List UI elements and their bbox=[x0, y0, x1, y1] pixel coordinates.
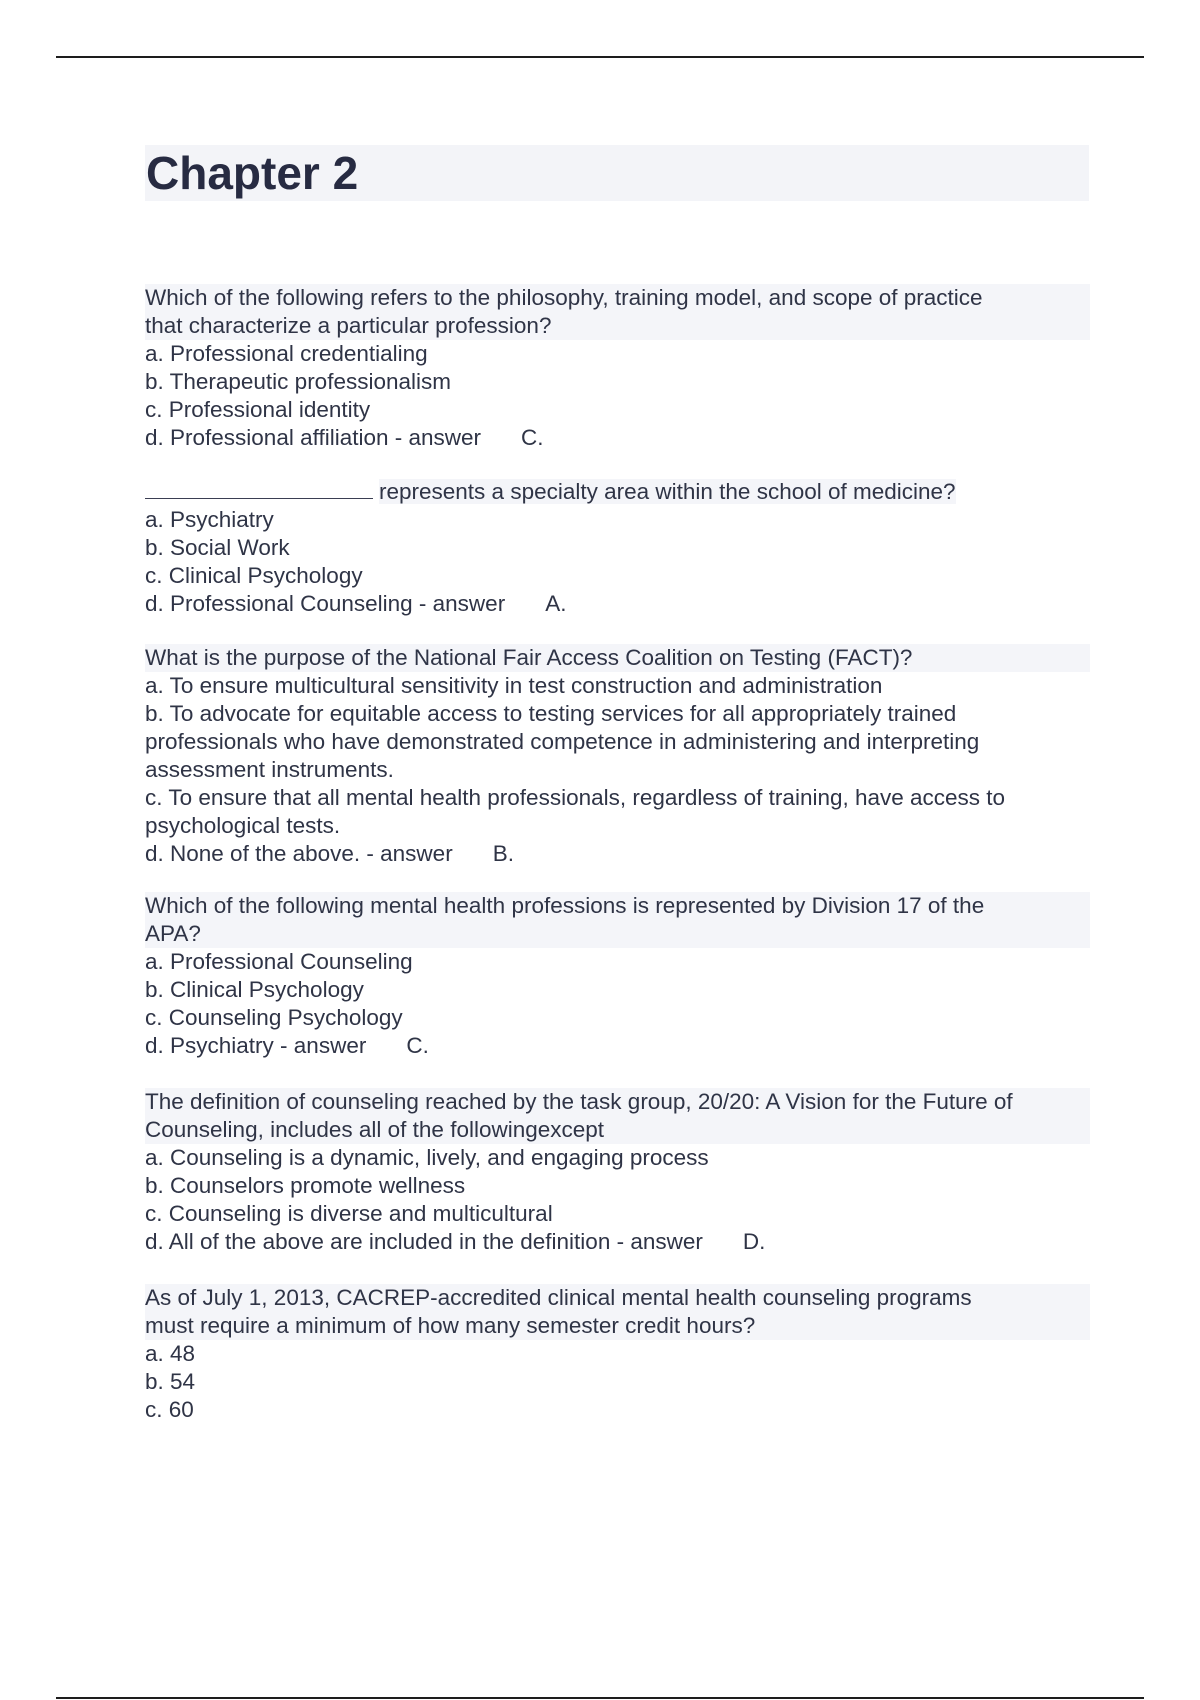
stem-line: APA? bbox=[145, 920, 1090, 948]
question-4 bbox=[145, 892, 1090, 1060]
question-stem bbox=[145, 892, 1090, 948]
answer-option-a: a. Professional Counseling bbox=[145, 949, 413, 974]
question-3 bbox=[145, 644, 1090, 868]
answer-option-a: a. 48 bbox=[145, 1341, 196, 1366]
answer-option-c: c. Counseling is diverse and multicultural bbox=[145, 1201, 553, 1226]
answer-option-b: b. Social Work bbox=[145, 535, 290, 560]
answer-option-a: a. To ensure multicultural sensitivity in test construction and administration bbox=[145, 673, 883, 698]
answer-option-d-row bbox=[145, 1032, 1090, 1060]
answer-option-a: a. Counseling is a dynamic, lively, and engaging process bbox=[145, 1145, 709, 1170]
stem-line: What is the purpose of the National Fair Access Coalition on Testing (FACT)? bbox=[145, 644, 1090, 672]
stem-line: Counseling, includes all of the followingexcept bbox=[145, 1116, 1090, 1144]
answer-option-b: b. Therapeutic professionalism bbox=[145, 369, 451, 394]
stem-line: Which of the following refers to the philosophy, training model, and scope of practice bbox=[145, 284, 1090, 312]
stem-line: that characterize a particular profession? bbox=[145, 312, 1090, 340]
answer-option-d: d. None of the above. - answer bbox=[145, 841, 453, 866]
answer-option-b: b. Counselors promote wellness bbox=[145, 1173, 466, 1198]
answer-option-d-row bbox=[145, 424, 1090, 452]
answer-option-c: c. Clinical Psychology bbox=[145, 563, 363, 588]
answer-option-c-cont: psychological tests. bbox=[145, 813, 341, 838]
answer-option-a: a. Psychiatry bbox=[145, 507, 274, 532]
question-list bbox=[145, 284, 1090, 1450]
stem-line bbox=[145, 478, 1090, 506]
answer-option-b: b. 54 bbox=[145, 1369, 196, 1394]
stem-line: Which of the following mental health professions is represented by Division 17 of the bbox=[145, 892, 1090, 920]
answer-key: D. bbox=[742, 1229, 766, 1254]
question-stem bbox=[145, 644, 1090, 672]
bottom-rule bbox=[56, 1697, 1144, 1699]
answer-option-d-row bbox=[145, 840, 1090, 868]
question-2 bbox=[145, 478, 1090, 618]
stem-text: represents a specialty area within the school of medicine? bbox=[379, 479, 956, 504]
stem-line: The definition of counseling reached by the task group, 20/20: A Vision for the Future of bbox=[145, 1088, 1090, 1116]
answer-option-d: d. Professional Counseling - answer bbox=[145, 591, 506, 616]
chapter-title: Chapter 2 bbox=[146, 147, 359, 199]
answer-option-d-row bbox=[145, 1228, 1090, 1256]
question-1 bbox=[145, 284, 1090, 452]
answer-option-b: b. Clinical Psychology bbox=[145, 977, 364, 1002]
top-rule bbox=[56, 56, 1144, 58]
stem-line: must require a minimum of how many semester credit hours? bbox=[145, 1312, 1090, 1340]
question-stem bbox=[145, 284, 1090, 340]
answer-option-d-row bbox=[145, 590, 1090, 618]
stem-line: As of July 1, 2013, CACREP-accredited clinical mental health counseling programs bbox=[145, 1284, 1090, 1312]
answer-option-b: b. To advocate for equitable access to testing services for all appropriately trained bbox=[145, 701, 957, 726]
answer-option-c: c. To ensure that all mental health professionals, regardless of training, have access to bbox=[145, 785, 1006, 810]
fill-in-blank bbox=[145, 478, 373, 499]
answer-option-c: c. Counseling Psychology bbox=[145, 1005, 403, 1030]
answer-key: B. bbox=[492, 841, 514, 866]
question-stem bbox=[145, 1088, 1090, 1144]
answer-option-d: d. Professional affiliation - answer bbox=[145, 425, 482, 450]
answer-option-b-cont: professionals who have demonstrated competence in administering and interpreting bbox=[145, 729, 980, 754]
answer-option-c: c. 60 bbox=[145, 1397, 194, 1422]
question-5 bbox=[145, 1088, 1090, 1256]
answer-option-c: c. Professional identity bbox=[145, 397, 371, 422]
answer-key: C. bbox=[406, 1033, 429, 1058]
answer-key: C. bbox=[521, 425, 544, 450]
answer-key: A. bbox=[545, 591, 567, 616]
question-6 bbox=[145, 1284, 1090, 1424]
answer-option-b-cont: assessment instruments. bbox=[145, 757, 394, 782]
question-stem bbox=[145, 1284, 1090, 1340]
answer-option-d: d. All of the above are included in the definition - answer bbox=[145, 1229, 703, 1254]
answer-option-d: d. Psychiatry - answer bbox=[145, 1033, 367, 1058]
answer-option-a: a. Professional credentialing bbox=[145, 341, 428, 366]
